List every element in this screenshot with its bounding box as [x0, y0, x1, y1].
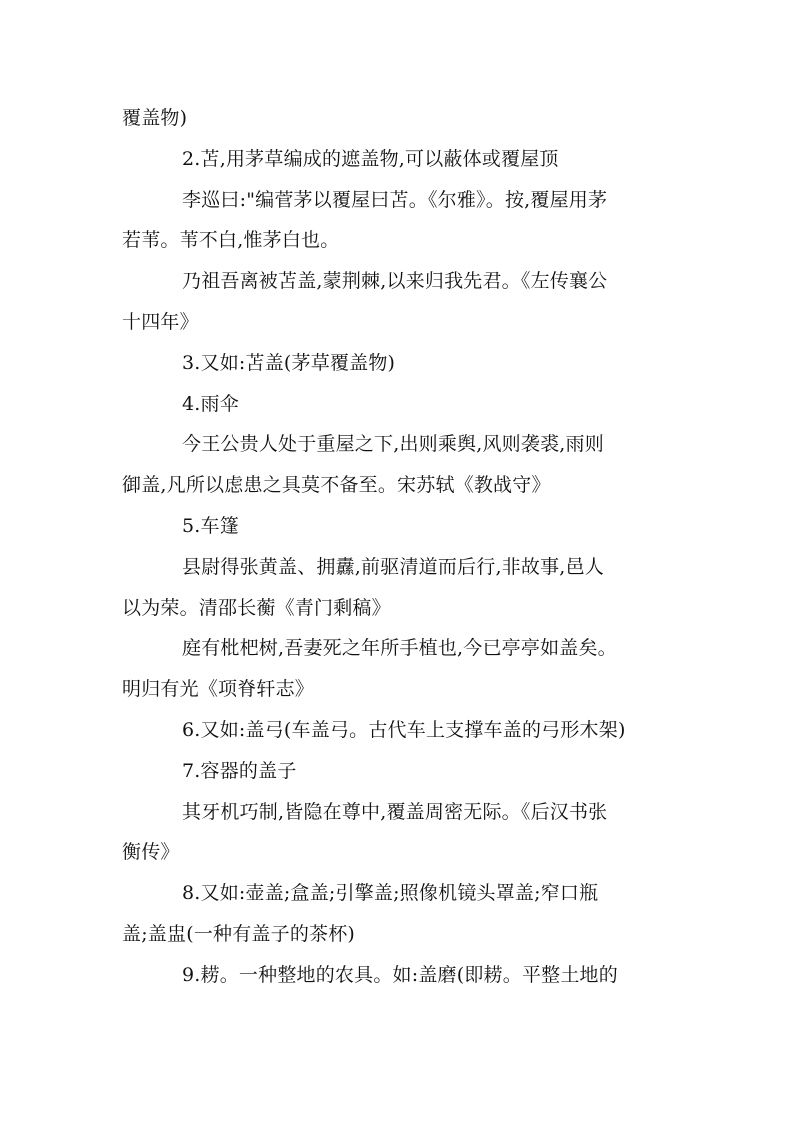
text-line: 2.苫,用茅草编成的遮盖物,可以蔽体或覆屋顶 — [182, 147, 559, 170]
document-body — [122, 98, 682, 996]
text-line: 6.又如:盖弓(车盖弓。古代车上支撑车盖的弓形木架) — [182, 718, 626, 741]
text-line: 衡传》 — [122, 841, 180, 864]
text-line: 乃祖吾离被苫盖,蒙荆棘,以来归我先君。《左传襄公 — [182, 270, 608, 293]
text-line: 明归有光《项脊轩志》 — [122, 678, 315, 701]
text-line: 5.车篷 — [182, 514, 239, 537]
text-line: 御盖,凡所以虑患之具莫不备至。宋苏轼《教战守》 — [122, 474, 551, 497]
text-line: 3.又如:苫盖(茅草覆盖物) — [182, 351, 396, 374]
text-line: 以为荣。清邵长蘅《青门剩稿》 — [122, 596, 391, 619]
text-line: 李巡曰:"编菅茅以覆屋曰苫。《尔雅》。按,覆屋用茅 — [182, 188, 608, 211]
text-line: 今王公贵人处于重屋之下,出则乘舆,风则袭裘,雨则 — [182, 433, 604, 456]
text-line: 庭有枇杷树,吾妻死之年所手植也,今已亭亭如盖矣。 — [182, 637, 617, 660]
text-line: 十四年》 — [122, 310, 199, 333]
text-line: 9.耢。一种整地的农具。如:盖磨(即耢。平整土地的 — [182, 963, 618, 986]
text-line: 其牙机巧制,皆隐在尊中,覆盖周密无际。《后汉书张 — [182, 800, 608, 823]
text-line: 覆盖物) — [122, 107, 188, 129]
text-line: 7.容器的盖子 — [182, 759, 297, 782]
text-line: 盖;盖盅(一种有盖子的茶杯) — [122, 922, 356, 945]
text-line: 4.雨伞 — [182, 392, 239, 415]
text-line: 若苇。苇不白,惟茅白也。 — [122, 229, 340, 252]
text-line: 县尉得张黄盖、拥纛,前驱清道而后行,非故事,邑人 — [182, 555, 604, 578]
text-line: 8.又如:壶盖;盒盖;引擎盖;照像机镜头罩盖;窄口瓶 — [182, 882, 599, 905]
